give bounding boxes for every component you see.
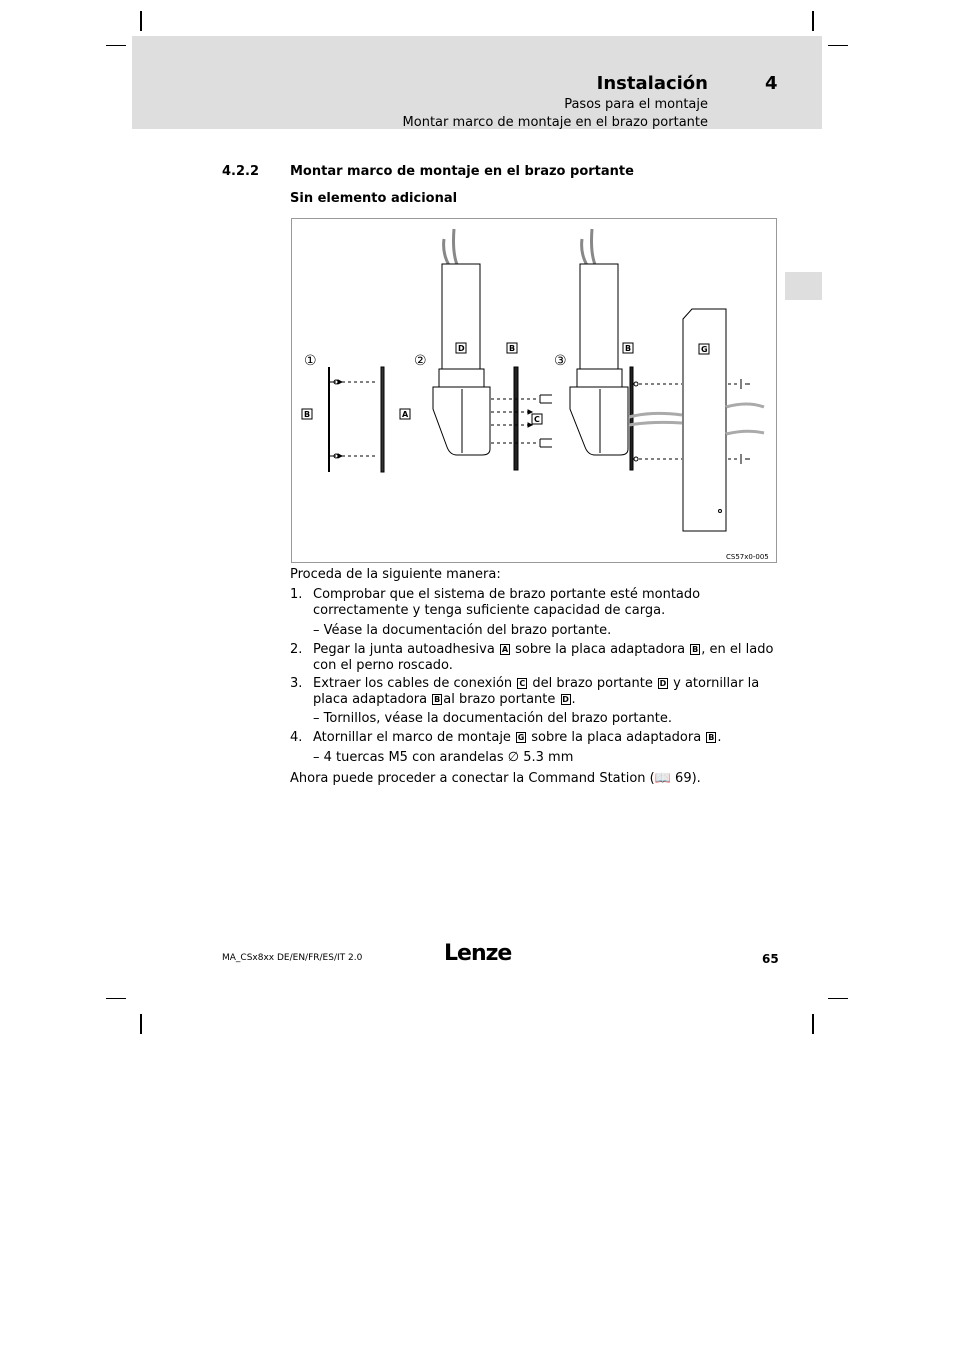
crop-mark xyxy=(106,45,126,46)
section-number: 4.2.2 xyxy=(222,164,260,179)
mounting-diagram xyxy=(292,219,776,562)
crop-mark xyxy=(812,11,814,31)
step-1-marker: ① xyxy=(304,353,317,369)
label-b: B xyxy=(509,344,516,353)
adapter-plate-b2 xyxy=(514,367,518,470)
crop-mark xyxy=(140,11,142,31)
label-b: B xyxy=(304,410,311,419)
label-b: B xyxy=(625,344,632,353)
page-number: 65 xyxy=(762,952,779,966)
crop-mark xyxy=(106,998,126,999)
step-2-number: 2. xyxy=(290,642,303,657)
step-1-note: – Véase la documentación del brazo portante. xyxy=(313,623,612,638)
label-d: D xyxy=(458,344,465,353)
lenze-logo: Lenze xyxy=(444,941,512,966)
header-subtitle-1: Pasos para el montaje xyxy=(564,97,708,112)
step-3-marker: ③ xyxy=(554,353,567,369)
step-4-note: – 4 tuercas M5 con arandelas ∅ 5.3 mm xyxy=(313,750,574,765)
step-2-marker: ② xyxy=(414,353,427,369)
chapter-number: 4 xyxy=(765,73,778,94)
label-c: C xyxy=(534,415,540,424)
intro-text: Proceda de la siguiente manera: xyxy=(290,567,501,582)
label-a: A xyxy=(402,410,409,419)
support-arm-d xyxy=(442,264,480,374)
step-4-text: Atornillar el marco de montaje G sobre la placa adaptadora B . xyxy=(313,730,722,745)
document-id: MA_CSx8xx DE/EN/FR/ES/IT 2.0 xyxy=(222,953,363,963)
chapter-title: Instalación xyxy=(596,73,708,94)
step-1-number: 1. xyxy=(290,587,303,602)
header-subtitle-2: Montar marco de montaje en el brazo portante xyxy=(402,115,708,130)
step-3-text: Extraer los cables de conexión C del brazo portante D y atornillar la placa adaptadora B al brazo portante D . xyxy=(313,676,760,707)
step-2-text: Pegar la junta autoadhesiva A sobre la placa adaptadora B , en el lado con el perno roscado. xyxy=(313,642,774,673)
mounting-figure xyxy=(291,218,777,563)
crop-mark xyxy=(140,1014,142,1034)
seal-a xyxy=(381,367,384,472)
step-3-note: – Tornillos, véase la documentación del brazo portante. xyxy=(313,711,672,726)
crop-mark xyxy=(812,1014,814,1034)
step-3-number: 3. xyxy=(290,676,303,691)
mounting-frame-g xyxy=(683,309,726,531)
figure-id: CS57x0-005 xyxy=(726,553,769,561)
chapter-tab xyxy=(785,272,822,300)
step-4-number: 4. xyxy=(290,730,303,745)
crop-mark xyxy=(828,998,848,999)
outro-text: Ahora puede proceder a conectar la Command Station (📖 69). xyxy=(290,771,701,786)
crop-mark xyxy=(828,45,848,46)
label-g: G xyxy=(701,345,708,354)
step-1-text: Comprobar que el sistema de brazo portante esté montado correctamente y tenga suficiente capacidad de carga. xyxy=(313,587,701,618)
section-title: Montar marco de montaje en el brazo portante xyxy=(290,164,634,179)
subheading: Sin elemento adicional xyxy=(290,191,458,206)
